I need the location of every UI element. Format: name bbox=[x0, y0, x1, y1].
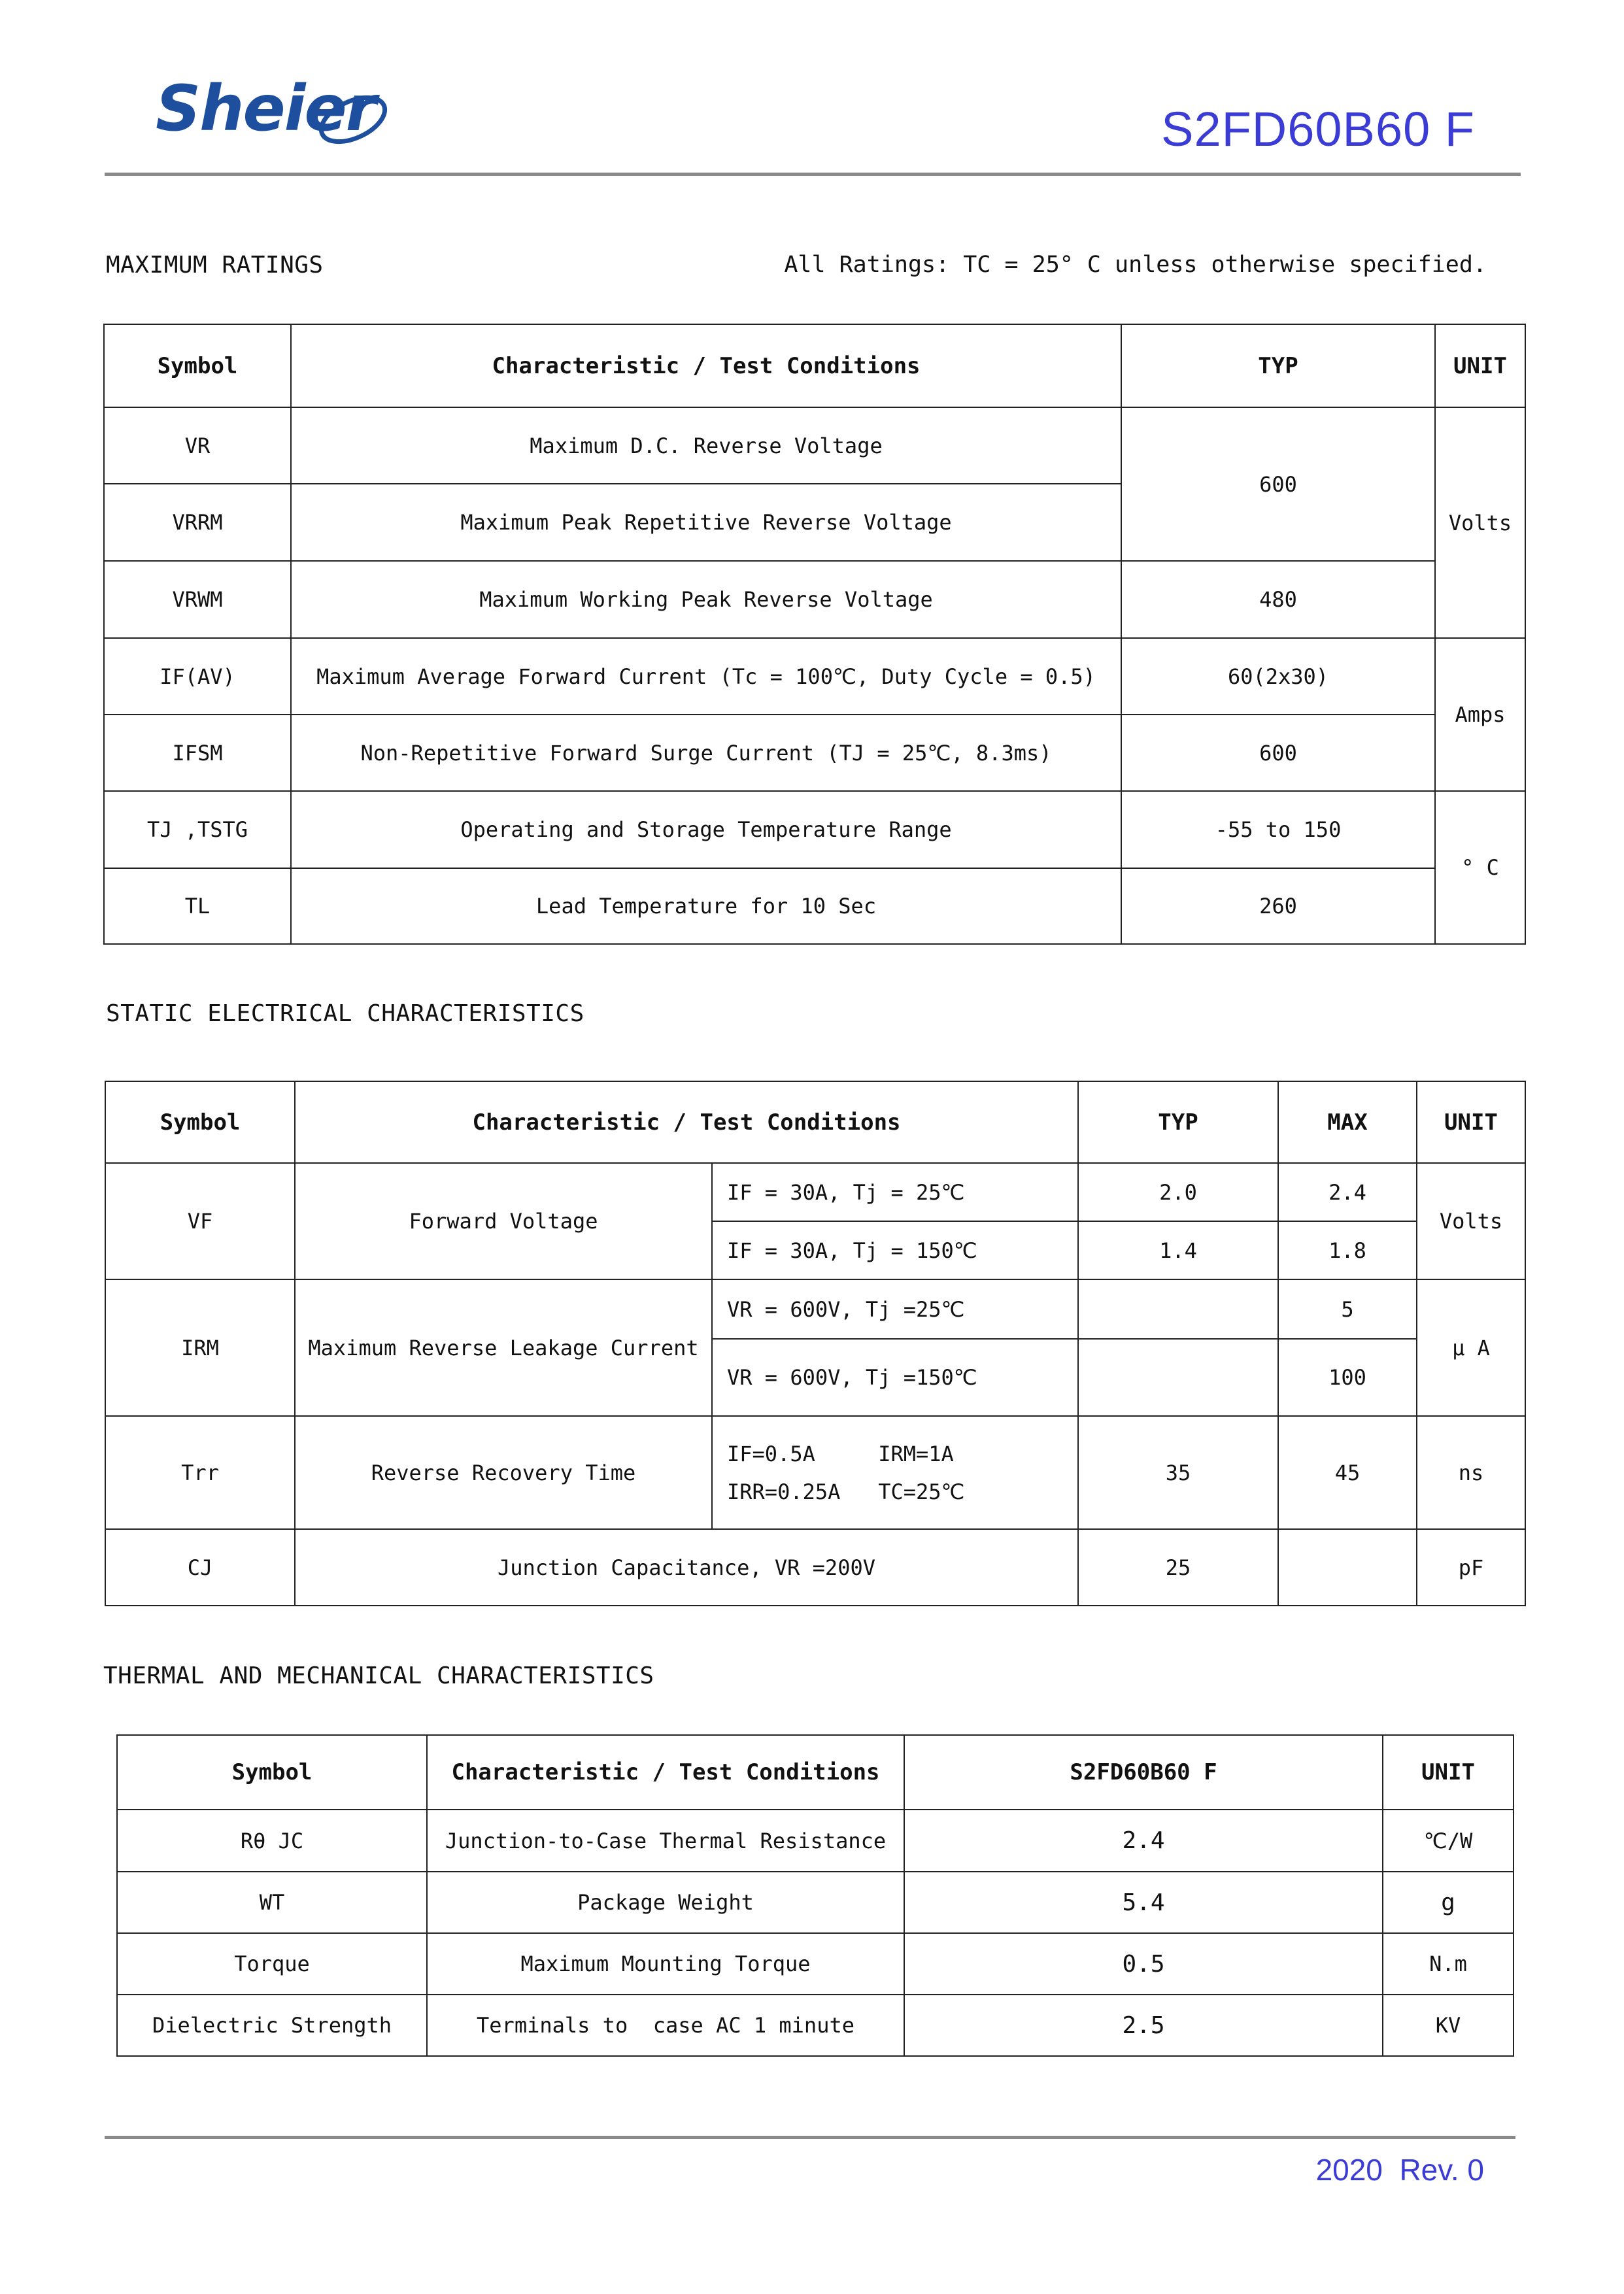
characteristic-cell: Maximum Average Forward Current (Tc = 100℃, Duty Cycle = 0.5) bbox=[291, 638, 1121, 715]
symbol-cell: Dielectric Strength bbox=[117, 1995, 427, 2056]
table-row bbox=[117, 1995, 1514, 2056]
condition-cell bbox=[712, 1416, 1078, 1529]
characteristic-cell: Junction Capacitance, VR =200V bbox=[295, 1529, 1078, 1606]
table-row bbox=[117, 1933, 1514, 1995]
ratings-note: All Ratings: TC = 25° C unless otherwise specified. bbox=[784, 252, 1487, 278]
static-characteristics-title: STATIC ELECTRICAL CHARACTERISTICS bbox=[106, 1000, 584, 1027]
value-cell: 5.4 bbox=[904, 1872, 1383, 1933]
col-header-unit: UNIT bbox=[1435, 324, 1525, 407]
characteristic-cell: Maximum D.C. Reverse Voltage bbox=[291, 407, 1121, 484]
unit-cell: g bbox=[1383, 1872, 1514, 1933]
characteristic-cell: Junction-to-Case Thermal Resistance bbox=[427, 1810, 904, 1872]
table-row bbox=[104, 791, 1525, 868]
unit-cell: Amps bbox=[1435, 638, 1525, 791]
characteristic-cell: Lead Temperature for 10 Sec bbox=[291, 868, 1121, 944]
table-row bbox=[104, 561, 1525, 638]
typ-cell: 600 bbox=[1121, 715, 1435, 791]
typ-cell: 600 bbox=[1121, 407, 1435, 561]
typ-cell: 260 bbox=[1121, 868, 1435, 944]
symbol-cell: VR bbox=[104, 407, 291, 484]
symbol-cell: VF bbox=[105, 1163, 295, 1279]
max-cell: 1.8 bbox=[1278, 1221, 1417, 1279]
value-cell: 2.4 bbox=[904, 1810, 1383, 1872]
table-row bbox=[105, 1529, 1525, 1606]
typ-cell: 25 bbox=[1078, 1529, 1278, 1606]
characteristic-cell: Forward Voltage bbox=[295, 1163, 712, 1279]
table-row bbox=[105, 1279, 1525, 1339]
unit-cell: N.m bbox=[1383, 1933, 1514, 1995]
symbol-cell: IF(AV) bbox=[104, 638, 291, 715]
characteristic-cell: Maximum Reverse Leakage Current bbox=[295, 1279, 712, 1416]
symbol-cell: TJ ,TSTG bbox=[104, 791, 291, 868]
table-row bbox=[104, 715, 1525, 791]
col-header-max: MAX bbox=[1278, 1081, 1417, 1163]
table-header-row bbox=[117, 1735, 1514, 1810]
table-row bbox=[105, 1163, 1525, 1221]
col-header-typ: TYP bbox=[1078, 1081, 1278, 1163]
logo-swoosh-icon bbox=[307, 84, 392, 156]
max-ratings-table bbox=[103, 324, 1526, 945]
typ-cell: -55 to 150 bbox=[1121, 791, 1435, 868]
max-cell bbox=[1278, 1529, 1417, 1606]
col-header-typ: TYP bbox=[1121, 324, 1435, 407]
static-characteristics-table bbox=[105, 1081, 1526, 1606]
symbol-cell: WT bbox=[117, 1872, 427, 1933]
characteristic-cell: Non-Repetitive Forward Surge Current (TJ = 25℃, 8.3ms) bbox=[291, 715, 1121, 791]
condition-line: IF=0.5A IRM=1A bbox=[727, 1441, 954, 1466]
typ-cell: 60(2x30) bbox=[1121, 638, 1435, 715]
condition-cell: IF = 30A, Tj = 25℃ bbox=[712, 1163, 1078, 1221]
part-number-title: S2FD60B60 F bbox=[1161, 102, 1475, 156]
typ-cell bbox=[1078, 1339, 1278, 1416]
symbol-cell: VRRM bbox=[104, 484, 291, 561]
condition-cell: VR = 600V, Tj =150℃ bbox=[712, 1339, 1078, 1416]
value-cell: 2.5 bbox=[904, 1995, 1383, 2056]
unit-cell: ns bbox=[1417, 1416, 1525, 1529]
typ-cell: 480 bbox=[1121, 561, 1435, 638]
characteristic-cell: Maximum Mounting Torque bbox=[427, 1933, 904, 1995]
col-header-symbol: Symbol bbox=[117, 1735, 427, 1810]
footer-divider bbox=[105, 2136, 1515, 2139]
symbol-cell: Torque bbox=[117, 1933, 427, 1995]
typ-cell: 1.4 bbox=[1078, 1221, 1278, 1279]
max-cell: 5 bbox=[1278, 1279, 1417, 1339]
symbol-cell: TL bbox=[104, 868, 291, 944]
col-header-characteristic: Characteristic / Test Conditions bbox=[291, 324, 1121, 407]
col-header-unit: UNIT bbox=[1383, 1735, 1514, 1810]
typ-cell: 2.0 bbox=[1078, 1163, 1278, 1221]
table-row bbox=[104, 868, 1525, 944]
table-header-row bbox=[105, 1081, 1525, 1163]
thermal-characteristics-title: THERMAL AND MECHANICAL CHARACTERISTICS bbox=[103, 1662, 654, 1689]
max-ratings-title: MAXIMUM RATINGS bbox=[106, 252, 324, 278]
characteristic-cell: Package Weight bbox=[427, 1872, 904, 1933]
max-cell: 2.4 bbox=[1278, 1163, 1417, 1221]
condition-line: IRR=0.25A TC=25℃ bbox=[727, 1479, 965, 1504]
value-cell: 0.5 bbox=[904, 1933, 1383, 1995]
company-logo: Sheier bbox=[156, 72, 375, 145]
condition-cell: VR = 600V, Tj =25℃ bbox=[712, 1279, 1078, 1339]
table-row bbox=[105, 1416, 1525, 1529]
max-cell: 100 bbox=[1278, 1339, 1417, 1416]
condition-cell: IF = 30A, Tj = 150℃ bbox=[712, 1221, 1078, 1279]
col-header-unit: UNIT bbox=[1417, 1081, 1525, 1163]
typ-cell bbox=[1078, 1279, 1278, 1339]
col-header-symbol: Symbol bbox=[104, 324, 291, 407]
symbol-cell: IFSM bbox=[104, 715, 291, 791]
characteristic-cell: Reverse Recovery Time bbox=[295, 1416, 712, 1529]
table-row bbox=[104, 407, 1525, 484]
symbol-cell: CJ bbox=[105, 1529, 295, 1606]
unit-cell: Volts bbox=[1435, 407, 1525, 638]
table-header-row bbox=[104, 324, 1525, 407]
table-row bbox=[117, 1872, 1514, 1933]
characteristic-cell: Maximum Working Peak Reverse Voltage bbox=[291, 561, 1121, 638]
col-header-characteristic: Characteristic / Test Conditions bbox=[295, 1081, 1078, 1163]
thermal-characteristics-table bbox=[116, 1734, 1514, 2057]
unit-cell: ℃/W bbox=[1383, 1810, 1514, 1872]
characteristic-cell: Operating and Storage Temperature Range bbox=[291, 791, 1121, 868]
unit-cell: KV bbox=[1383, 1995, 1514, 2056]
typ-cell: 35 bbox=[1078, 1416, 1278, 1529]
table-row bbox=[117, 1810, 1514, 1872]
unit-cell: pF bbox=[1417, 1529, 1525, 1606]
unit-cell: Volts bbox=[1417, 1163, 1525, 1279]
unit-cell: ° C bbox=[1435, 791, 1525, 944]
characteristic-cell: Maximum Peak Repetitive Reverse Voltage bbox=[291, 484, 1121, 561]
col-header-part-value: S2FD60B60 F bbox=[904, 1735, 1383, 1810]
max-cell: 45 bbox=[1278, 1416, 1417, 1529]
col-header-characteristic: Characteristic / Test Conditions bbox=[427, 1735, 904, 1810]
symbol-cell: VRWM bbox=[104, 561, 291, 638]
symbol-cell: IRM bbox=[105, 1279, 295, 1416]
table-row bbox=[104, 638, 1525, 715]
col-header-symbol: Symbol bbox=[105, 1081, 295, 1163]
symbol-cell: Trr bbox=[105, 1416, 295, 1529]
revision-label: 2020 Rev. 0 bbox=[1315, 2153, 1484, 2187]
unit-cell: μ A bbox=[1417, 1279, 1525, 1416]
header-divider bbox=[105, 173, 1521, 176]
symbol-cell: Rθ JC bbox=[117, 1810, 427, 1872]
characteristic-cell: Terminals to case AC 1 minute bbox=[427, 1995, 904, 2056]
